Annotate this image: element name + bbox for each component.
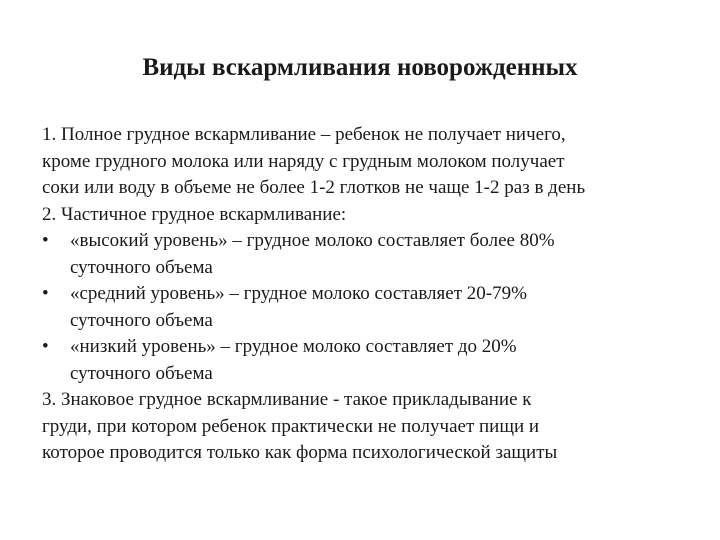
item-full-breastfeeding — [42, 122, 702, 202]
bullet-icon: • — [42, 283, 49, 304]
text-line: 1. Полное грудное вскармливание – ребенок не получает ничего, — [42, 124, 566, 145]
text-line: которое проводится только как форма психологической защиты — [42, 442, 558, 463]
text-line: «средний уровень» – грудное молоко составляет 20-79% — [70, 283, 527, 304]
bullet-high-level — [42, 228, 702, 281]
text-line: 2. Частичное грудное вскармливание: — [42, 203, 347, 225]
text-line: груди, при котором ребенок практически не получает пищи и — [42, 415, 540, 437]
bullet-icon: • — [42, 230, 49, 251]
slide-title: Виды вскармливания новорожденных — [142, 54, 578, 81]
item-partial-breastfeeding — [42, 202, 702, 229]
bullet-low-level — [42, 334, 702, 387]
text-line: «низкий уровень» – грудное молоко составляет до 20% — [70, 336, 517, 357]
item-token-breastfeeding — [42, 387, 702, 467]
slide-content — [42, 122, 702, 467]
bullet-icon: • — [42, 336, 49, 357]
text-line: «высокий уровень» – грудное молоко составляет более 80% — [70, 230, 555, 251]
text-line: соки или воду в объеме не более 1-2 глотков не чаще 1-2 раз в день — [42, 177, 586, 198]
text-line: суточного объема — [70, 309, 213, 331]
bullet-medium-level — [42, 281, 702, 334]
text-line: кроме грудного молока или наряду с грудным молоком получает — [42, 150, 565, 172]
text-line: 3. Знаковое грудное вскармливание - такое прикладывание к — [42, 389, 532, 410]
text-line: суточного объема — [70, 362, 213, 384]
text-line: суточного объема — [70, 256, 213, 278]
